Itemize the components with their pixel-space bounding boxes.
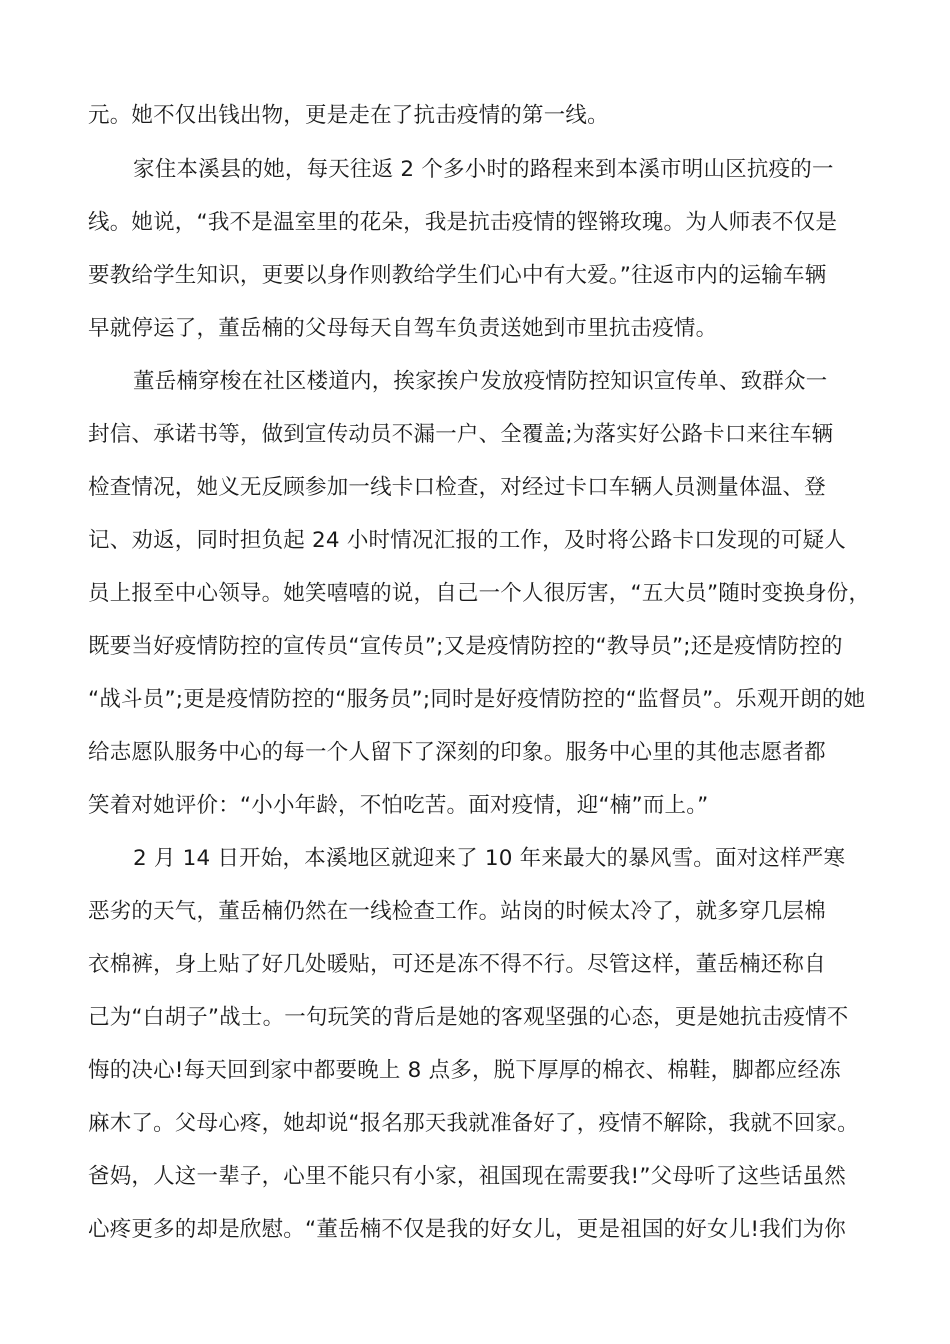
paragraph-first-line: 董岳楠穿梭在社区楼道内，挨家挨户发放疫情防控知识宣传单、致群众一 [133, 369, 828, 394]
text-line: 既要当好疫情防控的宣传员“宣传员”;又是疫情防控的“教导员”;还是疫情防控的 [88, 634, 843, 659]
text-line: 记、劝返，同时担负起 24 小时情况汇报的工作，及时将公路卡口发现的可疑人 [88, 528, 846, 553]
text-line: 检查情况，她义无反顾参加一线卡口检查，对经过卡口车辆人员测量体温、登 [88, 475, 826, 500]
text-line: 心疼更多的却是欣慰。“董岳楠不仅是我的好女儿，更是祖国的好女儿!我们为你 [88, 1217, 846, 1242]
text-line: 封信、承诺书等，做到宣传动员不漏一户、全覆盖;为落实好公路卡口来往车辆 [88, 422, 834, 447]
text-line: 衣棉裤，身上贴了好几处暖贴，可还是冻不得不行。尽管这样，董岳楠还称自 [88, 952, 826, 977]
text-line: 要教给学生知识，更要以身作则教给学生们心中有大爱。”往返市内的运输车辆 [88, 263, 827, 288]
text-line: “战斗员”;更是疫情防控的“服务员”;同时是好疫情防控的“监督员”。乐观开朗的她 [88, 687, 866, 712]
text-line: 爸妈，人这一辈子，心里不能只有小家，祖国现在需要我!”父母听了这些话虽然 [88, 1164, 846, 1189]
text-line: 早就停运了，董岳楠的父母每天自驾车负责送她到市里抗击疫情。 [88, 316, 718, 341]
text-line: 给志愿队服务中心的每一个人留下了深刻的印象。服务中心里的其他志愿者都 [88, 740, 826, 765]
text-line: 笑着对她评价：“小小年龄，不怕吃苦。面对疫情，迎“楠”而上。” [88, 793, 709, 818]
text-line: 麻木了。父母心疼，她却说“报名那天我就准备好了，疫情不解除，我就不回家。 [88, 1111, 859, 1136]
text-line: 悔的决心!每天回到家中都要晚上 8 点多，脱下厚厚的棉衣、棉鞋，脚都应经冻 [88, 1058, 841, 1083]
text-line: 元。她不仅出钱出物，更是走在了抗击疫情的第一线。 [88, 103, 609, 128]
paragraph-first-line: 家住本溪县的她，每天往返 2 个多小时的路程来到本溪市明山区抗疫的一 [133, 157, 834, 182]
text-line: 线。她说，“我不是温室里的花朵，我是抗击疫情的铿锵玫瑰。为人师表不仅是 [88, 210, 838, 235]
text-line: 己为“白胡子”战士。一句玩笑的背后是她的客观坚强的心态，更是她抗击疫情不 [88, 1005, 849, 1030]
text-line: 恶劣的天气，董岳楠仍然在一线检查工作。站岗的时候太冷了，就多穿几层棉 [88, 899, 826, 924]
paragraph-first-line: 2 月 14 日开始，本溪地区就迎来了 10 年来最大的暴风雪。面对这样严寒 [133, 846, 846, 871]
text-line: 员上报至中心领导。她笑嘻嘻的说，自己一个人很厉害，“五大员”随时变换身份， [88, 581, 871, 606]
